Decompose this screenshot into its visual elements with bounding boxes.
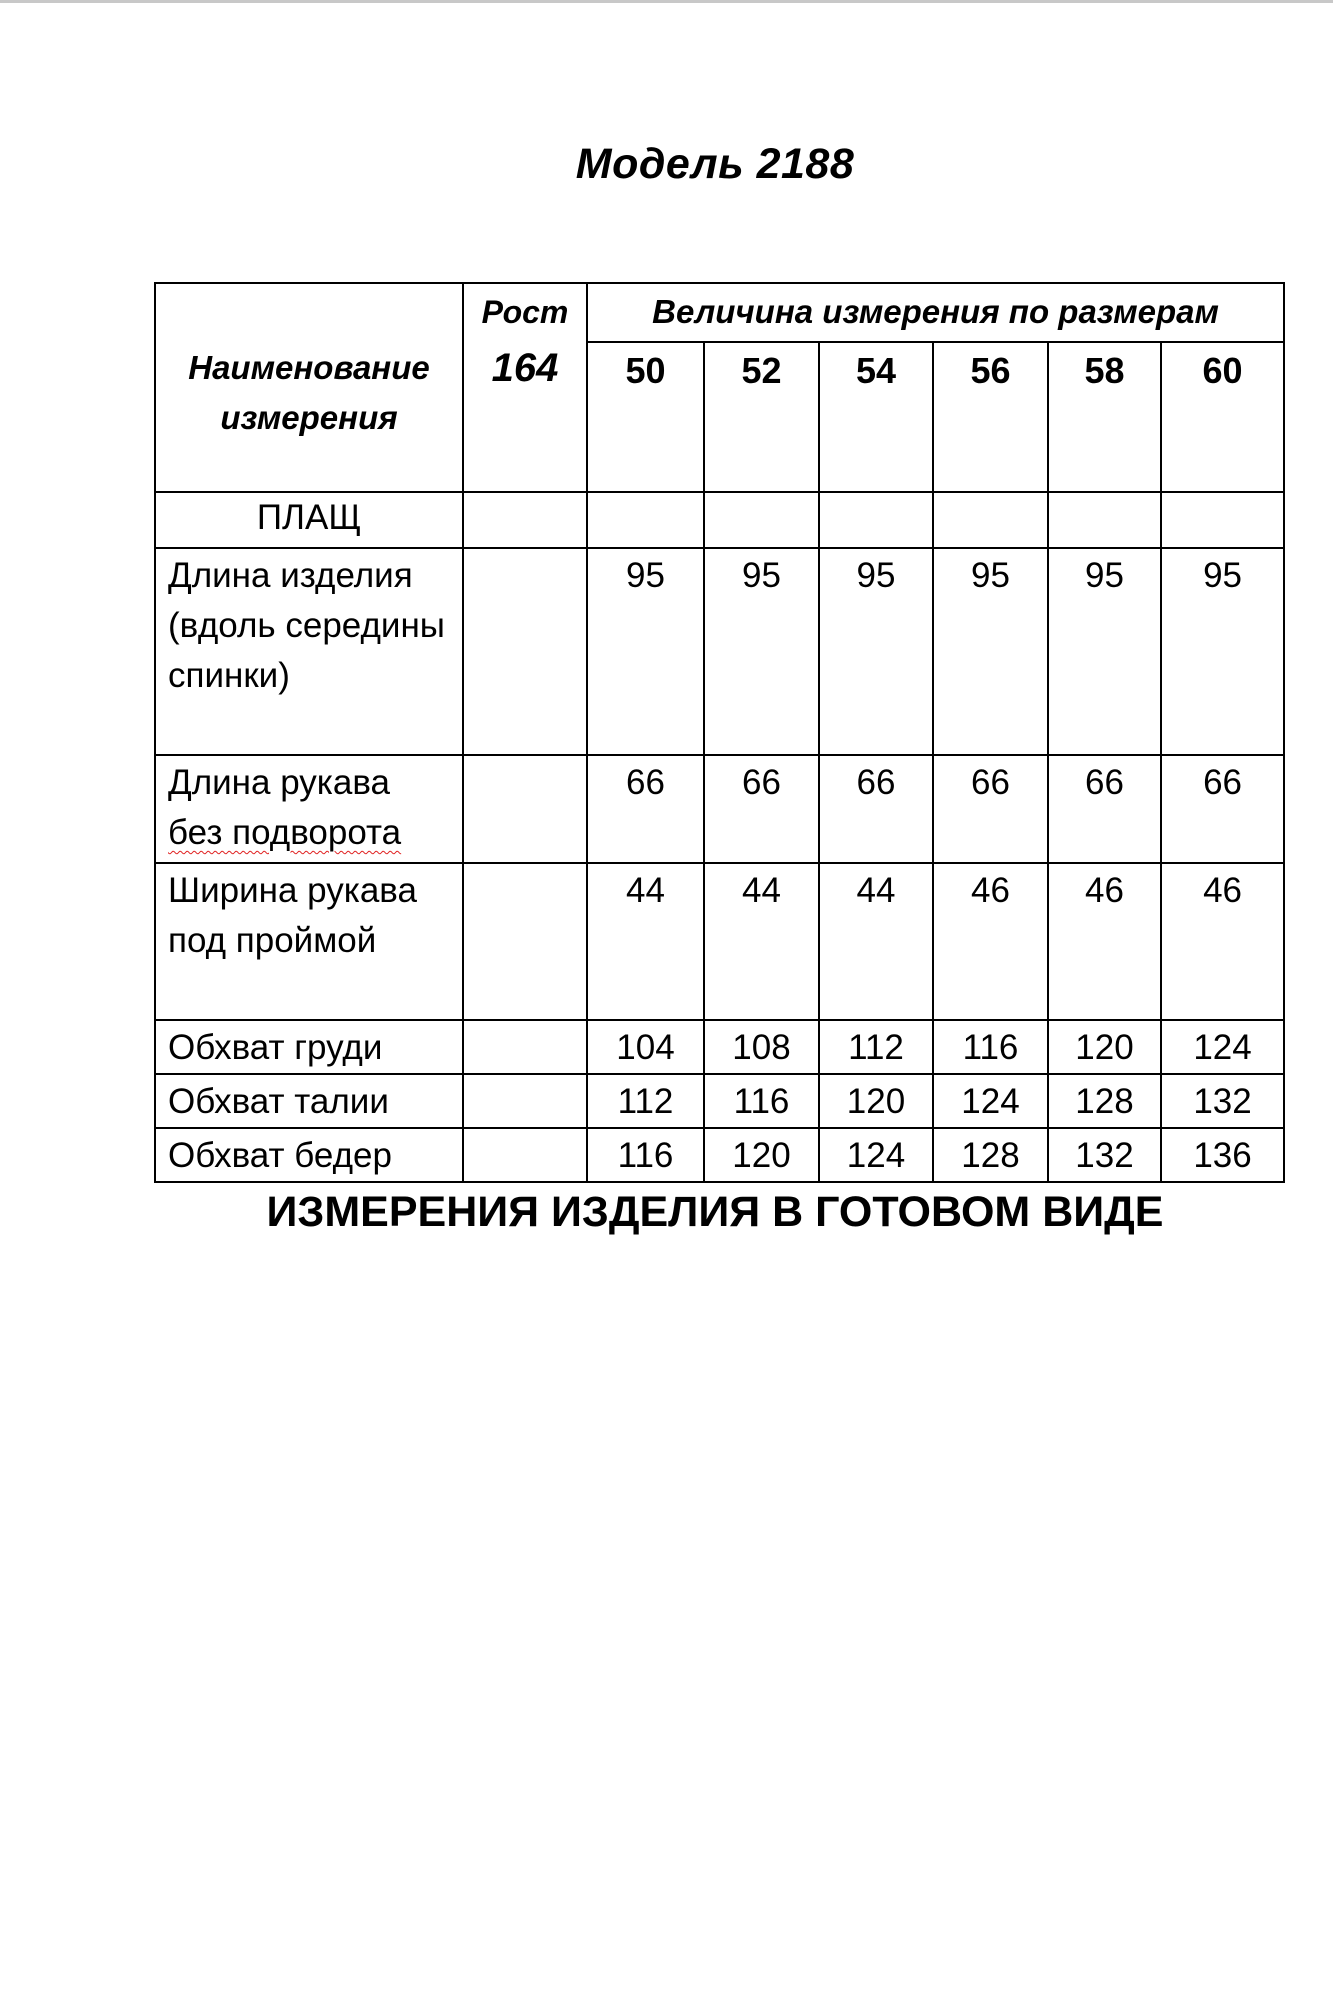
value-cell: 112 [819,1020,933,1074]
value-cell: 66 [1048,755,1161,863]
size-table [154,282,1285,1183]
value-cell: 128 [1048,1074,1161,1128]
size-header-56: 56 [933,342,1048,492]
value-cell: 120 [1048,1020,1161,1074]
height-cell [463,1128,587,1182]
value-cell: 46 [1161,863,1284,1020]
height-cell [463,1020,587,1074]
row-label-line-spellcheck: без подворота [168,813,402,852]
value-cell: 128 [933,1128,1048,1182]
value-cell: 116 [704,1074,819,1128]
value-cell: 116 [933,1020,1048,1074]
row-label-line: Длина рукава [168,763,390,802]
value-cell: 66 [587,755,704,863]
value-cell: 136 [1161,1128,1284,1182]
row-label: Обхват груди [155,1020,463,1074]
height-header [463,283,587,492]
size-header-52: 52 [704,342,819,492]
value-cell: 66 [819,755,933,863]
value-cell: 120 [819,1074,933,1128]
value-cell: 44 [704,863,819,1020]
value-cell: 116 [587,1128,704,1182]
value-cell: 108 [704,1020,819,1074]
value-cell: 66 [1161,755,1284,863]
header-row-top [155,283,1284,342]
height-cell [463,863,587,1020]
row-label: Обхват бедер [155,1128,463,1182]
height-label: Рост [481,294,569,330]
value-cell: 124 [1161,1020,1284,1074]
value-cell: 46 [1048,863,1161,1020]
footer-caption: ИЗМЕРЕНИЯ ИЗДЕЛИЯ В ГОТОВОМ ВИДЕ [266,1188,1164,1236]
value-cell: 46 [933,863,1048,1020]
empty-cell [1048,492,1161,548]
size-header-60: 60 [1161,342,1284,492]
table-row [155,1020,1284,1074]
empty-cell [819,492,933,548]
value-cell: 95 [704,548,819,755]
row-label: Обхват талии [155,1074,463,1128]
value-cell: 112 [587,1074,704,1128]
empty-cell [463,492,587,548]
page-title: Модель 2188 [575,140,855,188]
table-row [155,755,1284,863]
height-cell [463,1074,587,1128]
value-cell: 95 [587,548,704,755]
section-row [155,492,1284,548]
table-row [155,548,1284,755]
height-cell [463,755,587,863]
value-cell: 132 [1161,1074,1284,1128]
value-cell: 95 [1161,548,1284,755]
value-cell: 95 [819,548,933,755]
table-row [155,1128,1284,1182]
size-group-header: Величина измерения по размерам [587,283,1284,342]
top-divider [0,0,1333,3]
size-header-50: 50 [587,342,704,492]
value-cell: 104 [587,1020,704,1074]
value-cell: 124 [933,1074,1048,1128]
empty-cell [933,492,1048,548]
empty-cell [587,492,704,548]
empty-cell [1161,492,1284,548]
row-label: Длина изделия (вдоль середины спинки) [155,548,463,755]
section-label: ПЛАЩ [155,492,463,548]
empty-cell [704,492,819,548]
value-cell: 132 [1048,1128,1161,1182]
value-cell: 95 [933,548,1048,755]
value-cell: 66 [704,755,819,863]
value-cell: 66 [933,755,1048,863]
size-header-54: 54 [819,342,933,492]
size-header-58: 58 [1048,342,1161,492]
row-label [155,755,463,863]
measurement-name-header: Наименование измерения [155,283,463,492]
value-cell: 124 [819,1128,933,1182]
height-cell [463,548,587,755]
table-row [155,863,1284,1020]
height-value: 164 [491,346,559,390]
value-cell: 95 [1048,548,1161,755]
value-cell: 120 [704,1128,819,1182]
value-cell: 44 [587,863,704,1020]
value-cell: 44 [819,863,933,1020]
table-row [155,1074,1284,1128]
row-label: Ширина рукава под проймой [155,863,463,1020]
